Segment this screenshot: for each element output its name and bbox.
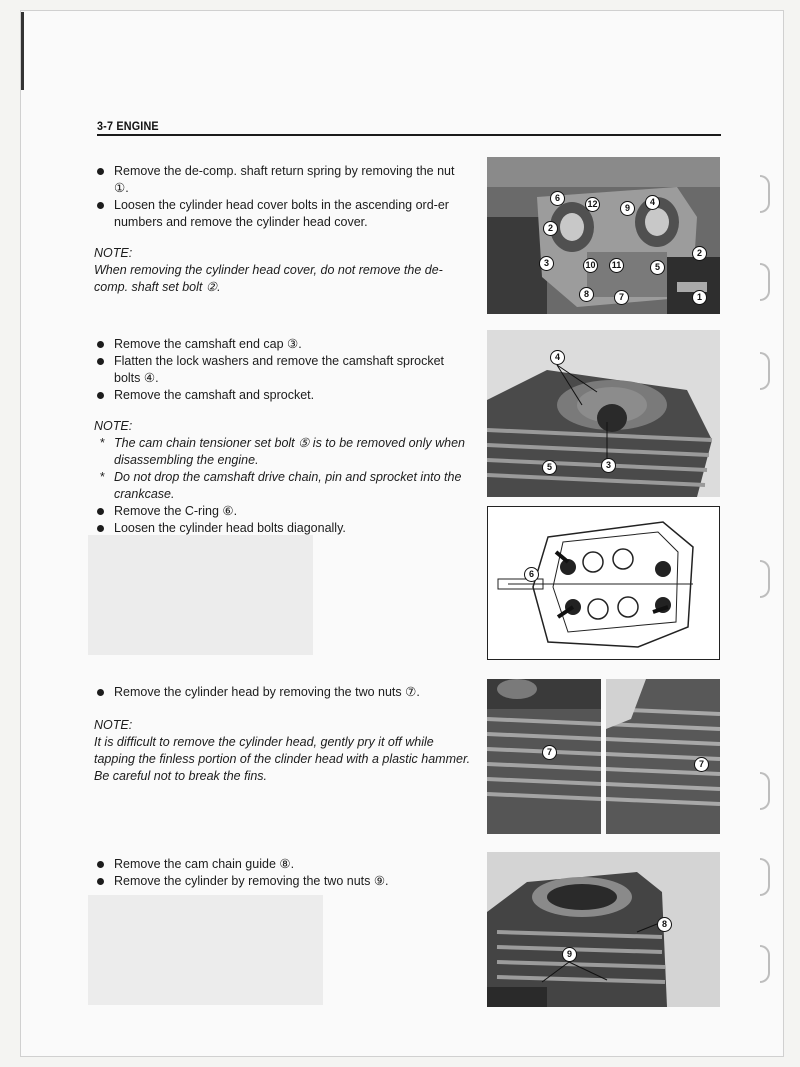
page-header [97,116,721,136]
photo-cylinder-head-nuts-left [487,679,601,834]
note-text: It is difficult to remove the cylinder head, gently pry it off while tapping the finless portion of the clinder head with a plastic hammer. Be careful not to break the fins. [94,735,471,783]
photo-cylinder-head-cover-image [487,157,720,314]
section-3-text [94,684,472,785]
photo-camshaft-sprocket-image [487,330,720,497]
callout-nut: 1 [692,290,707,305]
callout-8: 8 [579,287,594,302]
faint-scan-shadow [88,535,313,655]
binder-hole [760,945,770,983]
instruction-bullet: Remove the cam chain guide ⑧. [94,856,466,873]
diagram-cylinder-head-bolts [487,506,720,660]
note-item: * Do not drop the camshaft drive chain, pin and sprocket into the crankcase. [94,469,466,503]
instruction-bullet: Loosen the cylinder head bolts diagonally. [94,520,466,537]
instruction-bullet: Remove the C-ring ⑥. [94,503,466,520]
binder-hole [760,560,770,598]
binding-mark [21,12,24,90]
callout-5: 5 [650,260,665,275]
callout-7: 7 [694,757,709,772]
binder-hole [760,175,770,213]
callout-7: 7 [542,745,557,760]
note-text: When removing the cylinder head cover, do not remove the de-comp. shaft set bolt ②. [94,263,443,294]
callout-3: 3 [601,458,616,473]
callout-4: 4 [550,350,565,365]
callout-10: 10 [583,258,598,273]
section-4-text [94,856,466,890]
photo-cylinder-removal [487,852,720,1007]
callout-de-comp-bolt: 2 [692,246,707,261]
callout-5: 5 [542,460,557,475]
callout-8: 8 [657,917,672,932]
callout-7: 7 [614,290,629,305]
note-label: NOTE: [94,718,133,732]
instruction-bullet: Remove the camshaft and sprocket. [94,387,466,404]
binder-hole [760,772,770,810]
instruction-bullet: Remove the de-comp. shaft return spring by removing the nut ①. [94,163,466,197]
note-label: NOTE: [94,246,133,260]
photo-camshaft-sprocket [487,330,720,497]
diagram-cylinder-head-bolts-drawing [488,507,719,659]
instruction-bullet: Loosen the cylinder head cover bolts in the ascending ord-er numbers and remove the cylinder head cover. [94,197,466,231]
note-item: * The cam chain tensioner set bolt ⑤ is to be removed only when disassembling the engine. [94,435,466,469]
instruction-bullet: Remove the camshaft end cap ③. [94,336,466,353]
instruction-bullet: Flatten the lock washers and remove the camshaft sprocket bolts ④. [94,353,466,387]
binder-hole [760,858,770,896]
faint-scan-shadow [88,895,323,1005]
photo-cylinder-removal-image [487,852,720,1007]
page-title: 3-7 ENGINE [97,119,159,133]
callout-11: 11 [609,258,624,273]
callout-6: 6 [550,191,565,206]
section-1-text [94,163,466,296]
callout-12: 12 [585,197,600,212]
callout-2: 2 [543,221,558,236]
callout-9: 9 [562,947,577,962]
instruction-bullet: Remove the cylinder by removing the two nuts ⑨. [94,873,466,890]
binder-hole [760,352,770,390]
binder-hole [760,263,770,301]
callout-4: 4 [645,195,660,210]
callout-9: 9 [620,201,635,216]
callout-6: 6 [524,567,539,582]
photo-cylinder-head-nuts-right [606,679,720,834]
callout-3: 3 [539,256,554,271]
section-2-text [94,336,466,537]
photo-cylinder-head-cover [487,157,720,314]
instruction-bullet: Remove the cylinder head by removing the two nuts ⑦. [94,684,472,701]
note-label: NOTE: [94,419,133,433]
